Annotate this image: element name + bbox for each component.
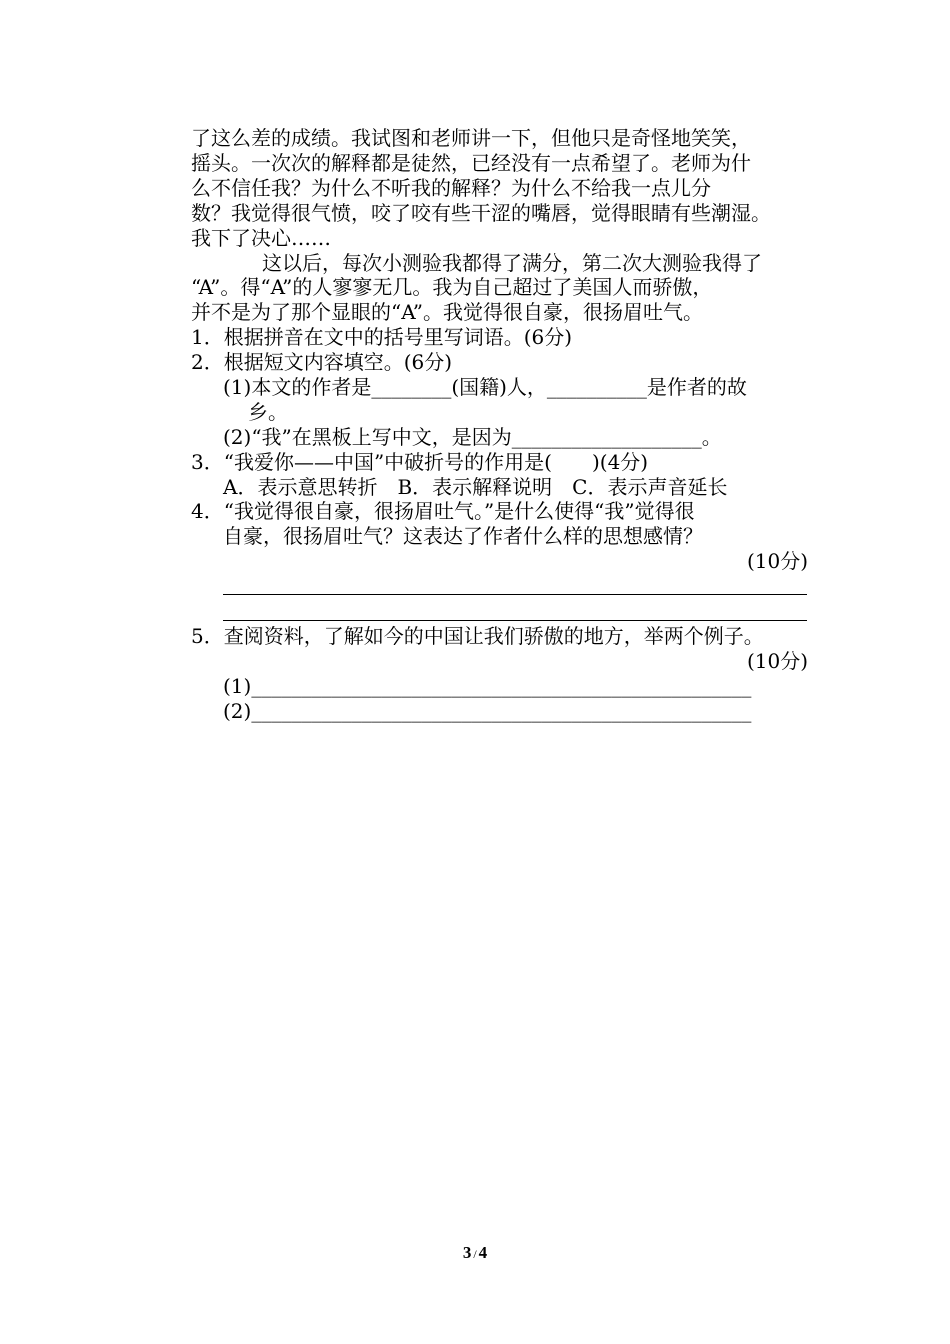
question-2-part-1-cont: 乡。 [248, 400, 288, 424]
passage-line-5: 我下了决心…… [191, 226, 331, 250]
question-3: 3．“我爱你——中国”中破折号的作用是( )(4分) [191, 450, 649, 474]
question-5-blank-1: (1)__________________________________________________ [223, 674, 752, 698]
passage-line-2: 摇头。一次次的解释都是徒然，已经没有一点希望了。老师为什 [191, 151, 751, 175]
passage-line-3: 么不信任我？为什么不听我的解释？为什么不给我一点儿分 [191, 176, 711, 200]
question-1: 1．根据拼音在文中的括号里写词语。(6分) [191, 325, 573, 349]
question-5: 5．查阅资料，了解如今的中国让我们骄傲的地方，举两个例子。 [191, 624, 764, 648]
total-pages: 4 [478, 1243, 488, 1262]
question-3-options: A．表示意思转折 B．表示解释说明 C．表示声音延长 [223, 475, 728, 499]
question-2-part-2: (2)“我”在黑板上写中文，是因为___________________。 [223, 425, 722, 449]
passage-line-6: 这以后，每次小测验我都得了满分，第二次大测验我得了 [262, 251, 762, 275]
question-5-score: (10分) [746, 649, 808, 673]
answer-line-2 [223, 620, 807, 621]
current-page: 3 [462, 1243, 472, 1262]
page-number [0, 1243, 950, 1263]
question-4-score: (10分) [746, 549, 808, 573]
passage-line-8: 并不是为了那个显眼的“A”。我觉得很自豪，很扬眉吐气。 [191, 300, 703, 324]
question-4-cont: 自豪，很扬眉吐气？这表达了作者什么样的思想感情？ [223, 524, 703, 548]
question-5-blank-2: (2)__________________________________________________ [223, 699, 752, 723]
answer-line-1 [223, 594, 807, 595]
question-4: 4．“我觉得很自豪，很扬眉吐气。”是什么使得“我”觉得很 [191, 499, 695, 523]
passage-line-4: 数？我觉得很气愤，咬了咬有些干涩的嘴唇，觉得眼睛有些潮湿。 [191, 201, 771, 225]
passage-line-7: “A”。得“A”的人寥寥无几。我为自己超过了美国人而骄傲， [191, 275, 713, 299]
question-2-part-1: (1)本文的作者是________(国籍)人，__________是作者的故 [223, 375, 747, 399]
page-separator: / [473, 1247, 477, 1261]
question-2: 2．根据短文内容填空。(6分) [191, 350, 453, 374]
passage-line-1: 了这么差的成绩。我试图和老师讲一下，但他只是奇怪地笑笑， [191, 126, 751, 150]
